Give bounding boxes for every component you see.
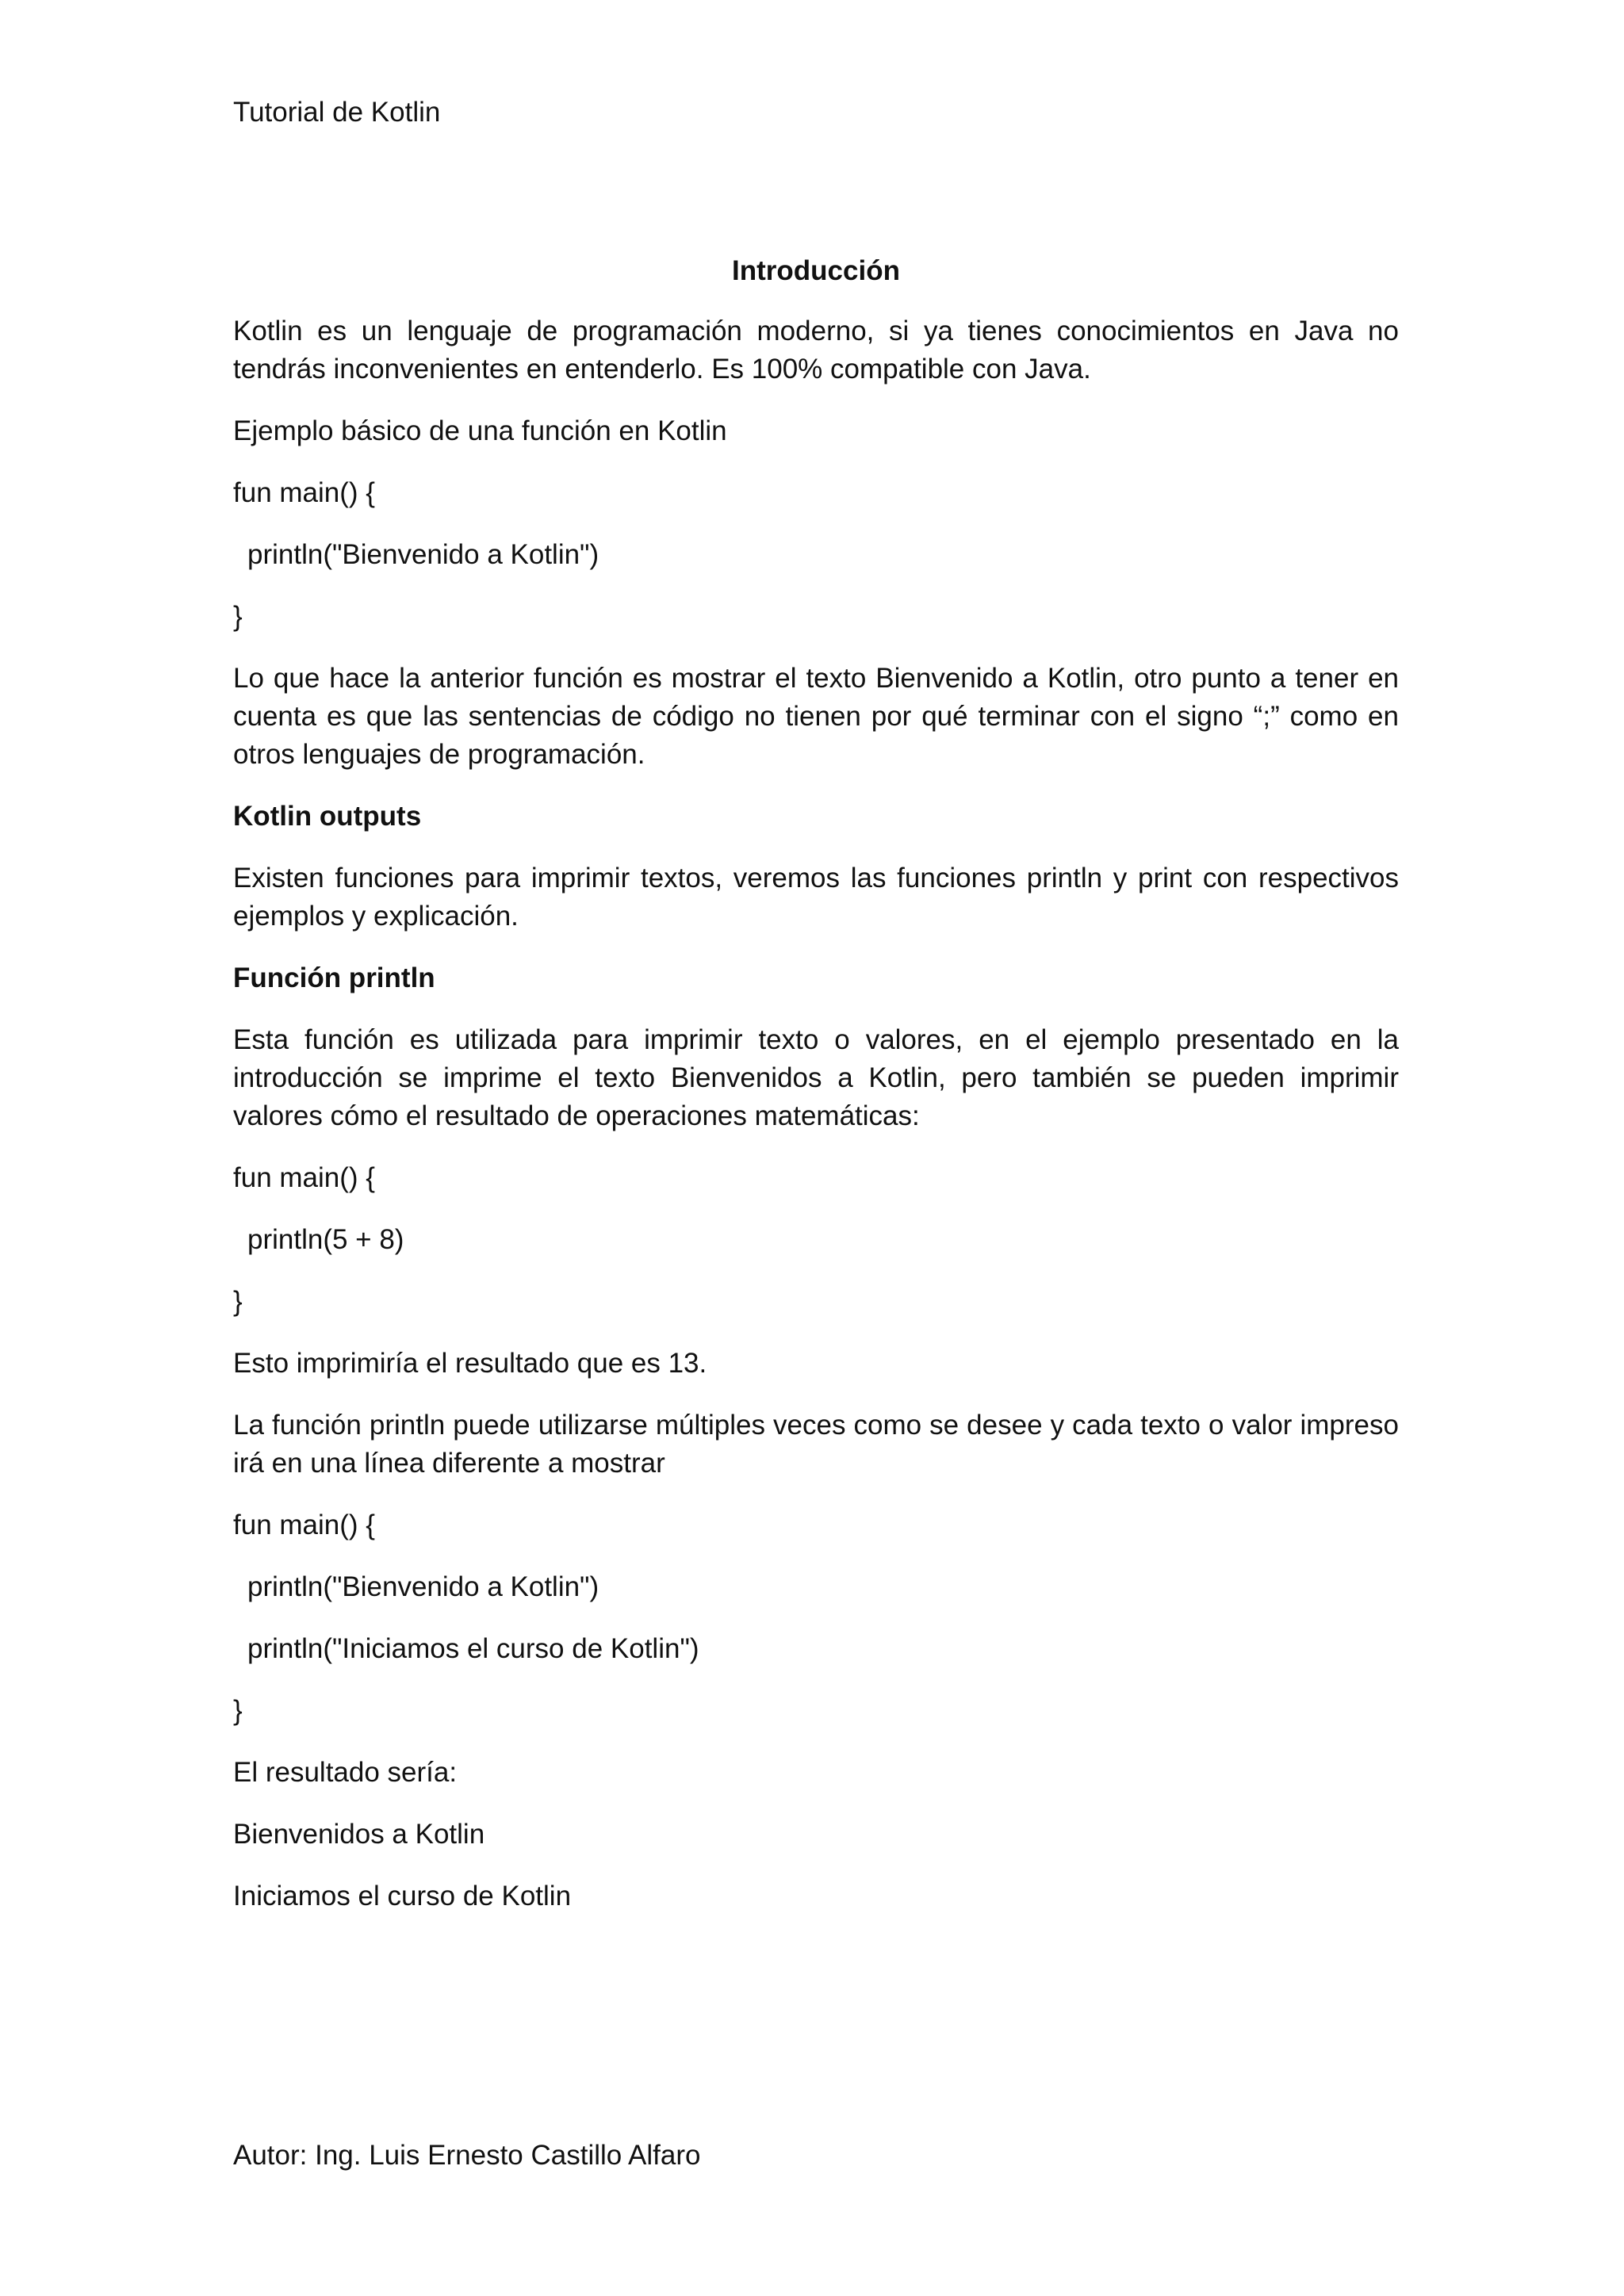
page-header: Tutorial de Kotlin xyxy=(233,97,441,128)
heading-kotlin-outputs: Kotlin outputs xyxy=(233,801,422,832)
document-body xyxy=(233,252,1399,1939)
code1-line2: println("Bienvenido a Kotlin") xyxy=(247,539,599,570)
output-line2: Iniciamos el curso de Kotlin xyxy=(233,1881,572,1911)
heading-introduccion: Introducción xyxy=(732,255,900,286)
code1-line1: fun main() { xyxy=(233,477,375,508)
result-note: Esto imprimiría el resultado que es 13. xyxy=(233,1348,707,1379)
heading-funcion-println: Función println xyxy=(233,962,435,993)
code3-line3: println("Iniciamos el curso de Kotlin") xyxy=(247,1633,699,1664)
example-intro-text: Ejemplo básico de una función en Kotlin xyxy=(233,415,727,446)
result-label: El resultado sería: xyxy=(233,1757,458,1788)
code2-line3: } xyxy=(233,1286,243,1317)
intro-paragraph: Kotlin es un lenguaje de programación moderno, si ya tienes conocimientos en Java no tendrás inconvenientes en entenderlo. Es 100% compatible con Java. xyxy=(233,316,1399,385)
output-line1: Bienvenidos a Kotlin xyxy=(233,1819,485,1850)
outputs-paragraph: Existen funciones para imprimir textos, veremos las funciones println y print con respectivos ejemplos y explicación. xyxy=(233,863,1399,932)
page-footer-author: Autor: Ing. Luis Ernesto Castillo Alfaro xyxy=(233,2140,701,2171)
code3-line2: println("Bienvenido a Kotlin") xyxy=(247,1571,599,1602)
code2-line2: println(5 + 8) xyxy=(247,1224,404,1255)
explanation-paragraph: Lo que hace la anterior función es mostrar el texto Bienvenido a Kotlin, otro punto a tener en cuenta es que las sentencias de código no tienen por qué terminar con el signo “;” como en otros lenguajes de programación. xyxy=(233,663,1399,770)
code3-line4: } xyxy=(233,1695,243,1726)
println-paragraph: Esta función es utilizada para imprimir texto o valores, en el ejemplo presentado en la introducción se imprime el texto Bienvenidos a Kotlin, pero también se pueden imprimir valores cómo el resultado de operaciones matemáticas: xyxy=(233,1024,1399,1131)
code2-line1: fun main() { xyxy=(233,1162,375,1193)
multiple-println-paragraph: La función println puede utilizarse múltiples veces como se desee y cada texto o valor impreso irá en una línea diferente a mostrar xyxy=(233,1410,1399,1479)
code1-line3: } xyxy=(233,601,243,632)
code3-line1: fun main() { xyxy=(233,1510,375,1540)
